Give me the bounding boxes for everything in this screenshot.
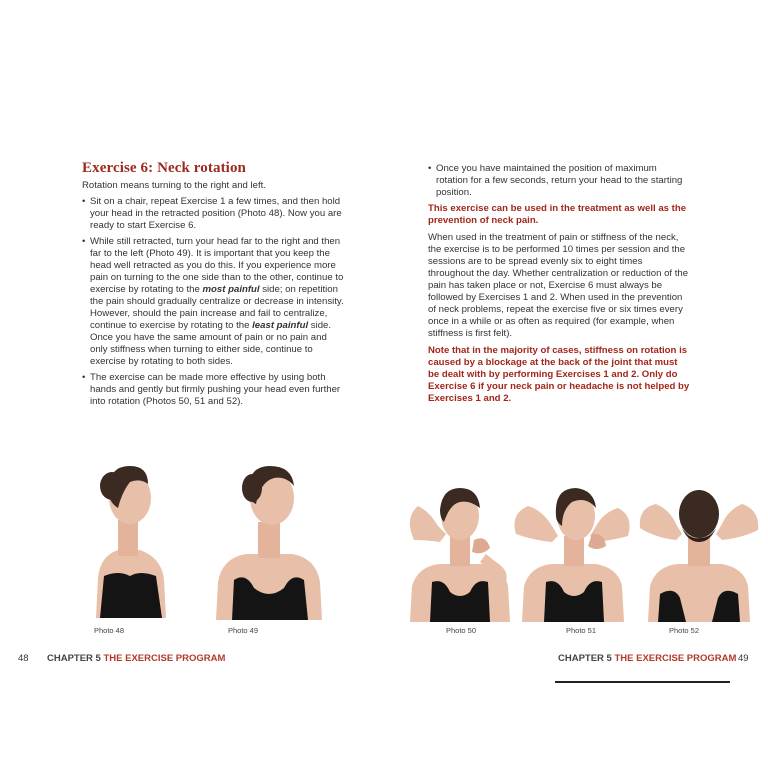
highlight-paragraph: This exercise can be used in the treatment as well as the prevention of neck pain.	[428, 203, 687, 226]
list-item: • While still retracted, turn your head far to the right and then far to the left (Photo 49). It is important that you keep the head well retracted as you do this. If you experience more pain on turning to the one side than to the other, continue to exercise by rotating to the most painful side; on repetition the pain should gradually centralize or decrease in intensity. However, should the pain increase and fail to centralize, continue to exercise by rotating to the least painful side. Once you have the same amount of pain or no pain and only stiffness when turning to either side, continue to exercise by rotating to both sides.	[82, 236, 344, 368]
left-page-text	[82, 162, 344, 412]
exercise-title: Exercise 6: Neck rotation	[82, 160, 246, 176]
footer-rule	[555, 681, 730, 683]
page-number-right: 49	[738, 653, 749, 664]
photo-51	[510, 482, 635, 622]
intro-text: Rotation means turning to the right and left.	[82, 180, 266, 191]
woman-hands-assist-front-image	[400, 482, 520, 622]
emphasis-most-painful: most painful	[202, 284, 260, 295]
woman-hands-assist-turned-image	[510, 482, 635, 622]
body-paragraph: When used in the treatment of pain or stiffness of the neck, the exercise is to be performed 10 times per session and the sessions are to be spread evenly six to eight times throughout the day. Whether centralization or reduction of the pain has taken place or not, Exercise 6 must always be followed by Exercises 1 and 2. When used in the prevention of neck problems, repeat the exercise five or six times every once in a while or as often as required (for example, when stiffness is first felt).	[428, 232, 689, 339]
photo-48-caption: Photo 48	[94, 626, 125, 635]
emphasis-least-painful: least painful	[252, 320, 309, 331]
woman-profile-image	[78, 458, 178, 618]
running-footer-left: CHAPTER 5 THE EXERCISE PROGRAM	[47, 653, 226, 664]
woman-head-turned-image	[212, 458, 327, 620]
photo-52-caption: Photo 52	[669, 626, 700, 635]
page-number-left: 48	[18, 653, 29, 664]
photo-51-caption: Photo 51	[566, 626, 597, 635]
list-item: • Once you have maintained the position of maximum rotation for a few seconds, return your head to the starting position.	[428, 163, 690, 199]
list-item: • The exercise can be made more effective by using both hands and gently but firmly pushing your head even further into rotation (Photos 50, 51 and 52).	[82, 372, 344, 408]
photo-49	[212, 458, 327, 620]
photo-49-caption: Photo 49	[228, 626, 259, 635]
continuation-list	[428, 163, 690, 199]
woman-back-view-image	[638, 482, 760, 622]
photo-48	[78, 458, 178, 618]
highlight-note: Note that in the majority of cases, stiffness on rotation is caused by a blockage at the back of the joint that must be dealt with by performing Exercises 1 and 2. Only do Exercise 6 if your neck pain or headache is not helped by Exercises 1 and 2.	[428, 345, 690, 404]
running-footer-right: CHAPTER 5 THE EXERCISE PROGRAM	[558, 653, 737, 664]
instruction-list	[82, 196, 344, 408]
right-page-text	[428, 163, 690, 410]
photo-50	[400, 482, 520, 622]
list-item: • Sit on a chair, repeat Exercise 1 a few times, and then hold your head in the retracted position (Photo 48). Now you are ready to start Exercise 6.	[82, 196, 344, 232]
photo-50-caption: Photo 50	[446, 626, 477, 635]
photo-52	[638, 482, 760, 622]
